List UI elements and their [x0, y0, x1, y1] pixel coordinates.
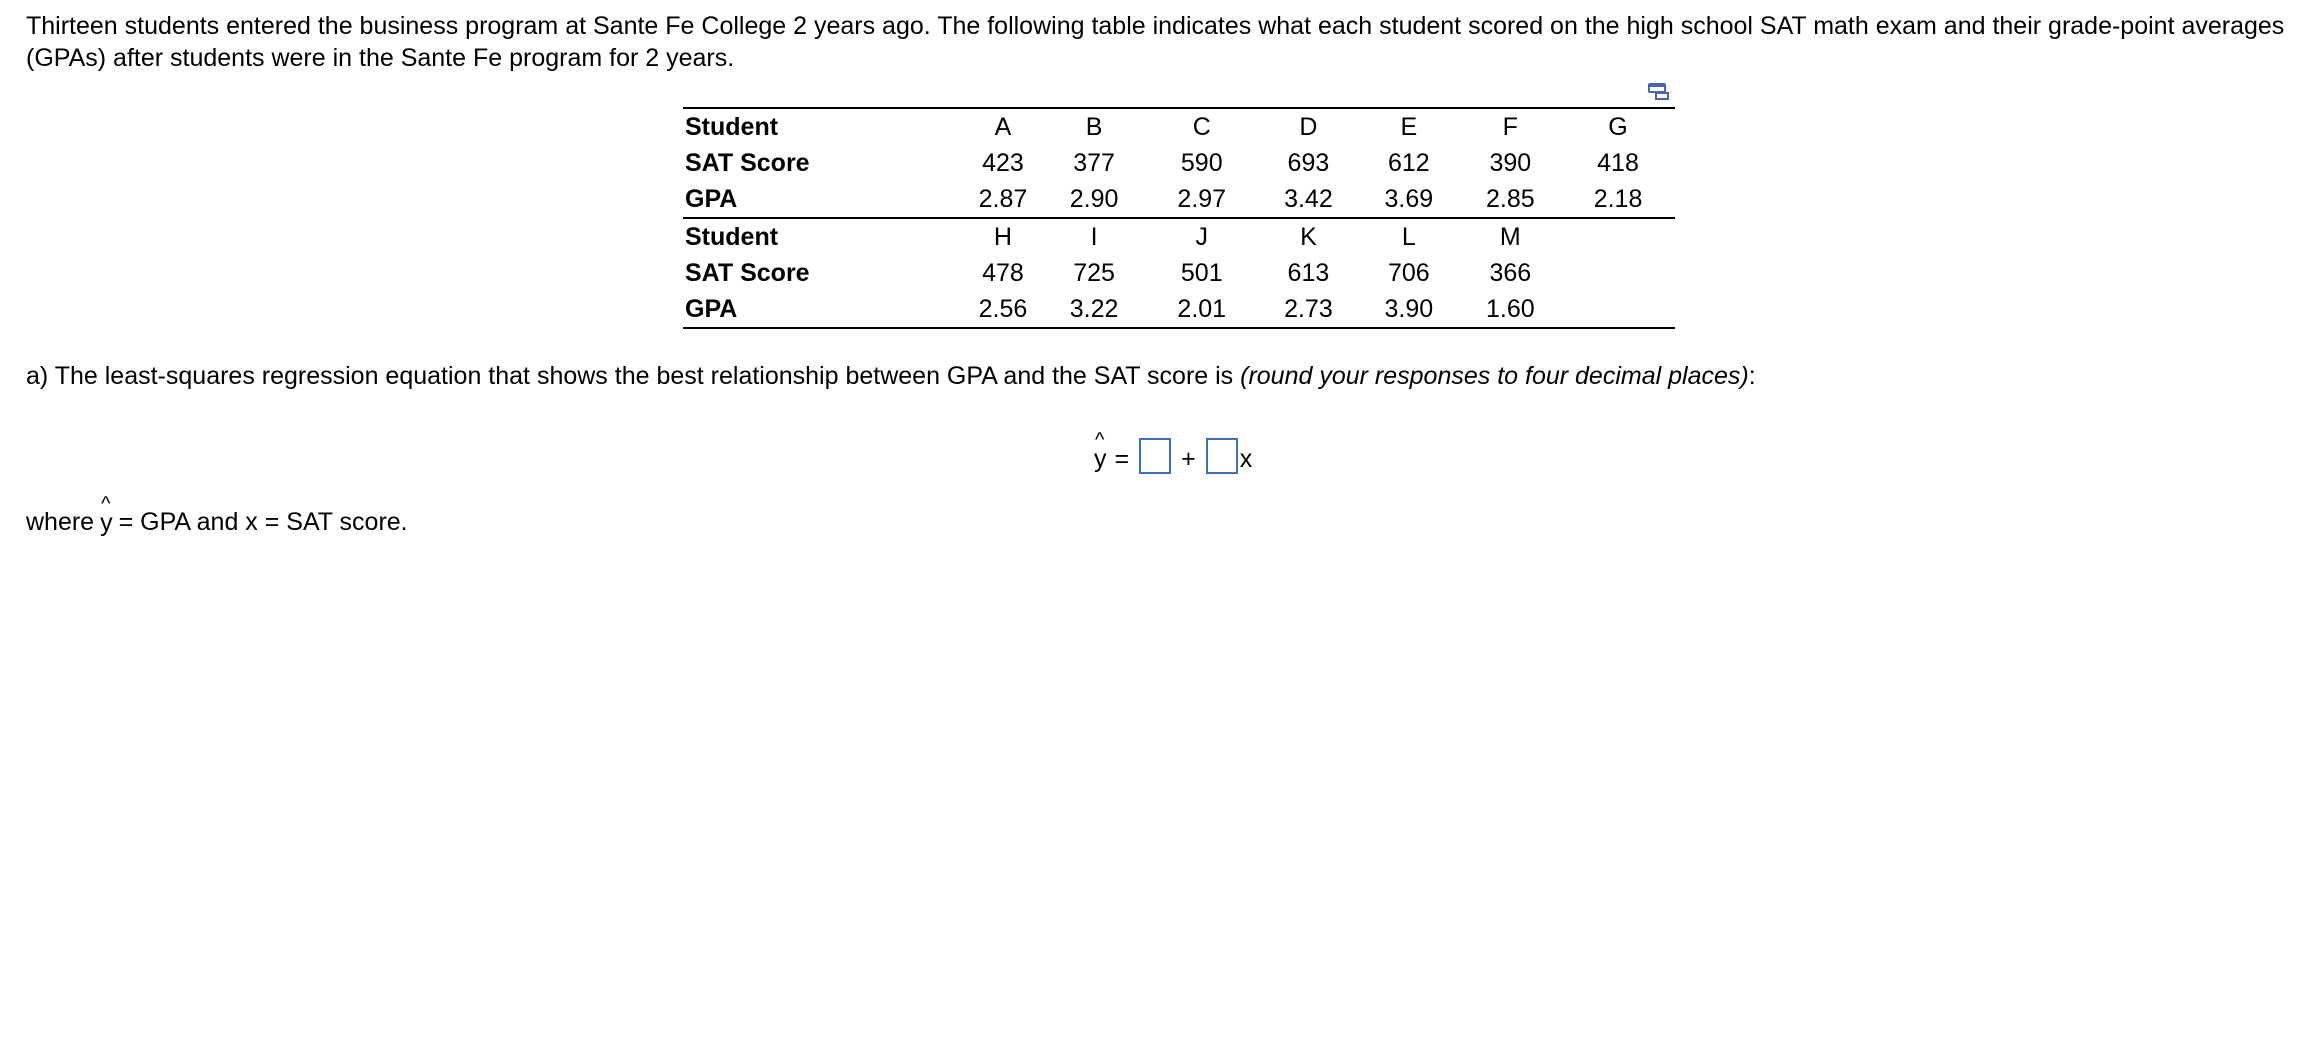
gpa-row-1	[683, 181, 1675, 218]
table-cell: 2.87	[963, 181, 1044, 218]
x-variable: x	[1239, 445, 1253, 473]
table-cell-empty	[1561, 255, 1675, 291]
plus-sign: +	[1181, 445, 1196, 473]
table-cell: G	[1561, 108, 1675, 145]
variable-definition	[26, 493, 408, 538]
y-variable: y	[1094, 445, 1107, 473]
table-cell: 2.73	[1259, 291, 1358, 328]
where-suffix: = GPA and x = SAT score.	[118, 508, 408, 536]
row-label-student: Student	[683, 108, 963, 145]
table-cell: 3.22	[1043, 291, 1144, 328]
hat-accent: ^	[101, 493, 111, 515]
copy-table-icon[interactable]	[1648, 80, 1672, 100]
hat-accent: ^	[1095, 429, 1105, 451]
table-cell: E	[1358, 108, 1459, 145]
table-cell: A	[963, 108, 1044, 145]
table-cell: M	[1499, 222, 1521, 251]
where-prefix: where	[26, 508, 95, 536]
copy-table-icon-graphic	[1648, 82, 1672, 102]
table-cell: 3.69	[1358, 181, 1459, 218]
table-cell: 366	[1489, 258, 1532, 287]
table-cell: F	[1460, 108, 1561, 145]
table-cell: 3.42	[1259, 181, 1358, 218]
question-colon: :	[1748, 362, 1756, 390]
row-label-gpa: GPA	[683, 181, 963, 218]
table-cell: L	[1401, 222, 1416, 251]
table-cell: 2.90	[1043, 181, 1144, 218]
sat-row-1	[683, 145, 1675, 181]
question-a	[26, 360, 1756, 392]
table-cell: 423	[982, 148, 1024, 177]
y-hat-symbol	[1094, 429, 1107, 474]
row-label-student: Student	[685, 222, 779, 251]
table-cell-empty	[1561, 218, 1675, 255]
table-cell: 590	[1180, 148, 1223, 177]
table-cell: 390	[1489, 148, 1532, 177]
table-cell: J	[1195, 222, 1208, 251]
table-cell: 2.85	[1460, 181, 1561, 218]
table-cell: C	[1145, 108, 1259, 145]
student-row-1	[683, 108, 1675, 145]
table-cell: I	[1090, 222, 1098, 251]
table-cell: 725	[1073, 258, 1115, 287]
sat-row-2	[683, 255, 1675, 291]
table-cell: 1.60	[1460, 291, 1561, 328]
regression-equation	[1094, 428, 1252, 474]
table-cell: 706	[1387, 258, 1430, 287]
equals-sign: =	[1114, 445, 1130, 473]
table-cell: 3.90	[1358, 291, 1459, 328]
question-text: a) The least-squares regression equation that shows the best relationship between GPA and the SAT score is	[26, 362, 1241, 390]
table-cell: 377	[1073, 148, 1115, 177]
y-variable: y	[100, 509, 113, 537]
table-cell: 2.56	[963, 291, 1044, 328]
table-cell: 613	[1287, 258, 1330, 287]
row-label-sat: SAT Score	[685, 148, 810, 177]
table-cell: 2.18	[1561, 181, 1675, 218]
rounding-instruction: (round your responses to four decimal places)	[1240, 362, 1749, 390]
table-cell: K	[1300, 222, 1317, 251]
table-cell: 2.01	[1145, 291, 1259, 328]
table-cell: B	[1043, 108, 1144, 145]
gpa-row-2	[683, 291, 1675, 328]
table-cell: D	[1259, 108, 1358, 145]
y-hat-symbol	[100, 493, 113, 538]
table-cell: 2.97	[1145, 181, 1259, 218]
table-cell: 693	[1287, 148, 1330, 177]
table-cell: 478	[982, 258, 1024, 287]
row-label-gpa: GPA	[683, 291, 963, 328]
table-cell: H	[993, 222, 1012, 251]
student-row-2	[683, 218, 1675, 255]
student-data-table	[683, 107, 1675, 329]
row-label-sat: SAT Score	[685, 258, 810, 287]
intercept-input[interactable]	[1139, 438, 1171, 474]
table-cell-empty	[1561, 291, 1675, 328]
slope-input[interactable]	[1206, 438, 1238, 474]
problem-statement: Thirteen students entered the business program at Sante Fe College 2 years ago. The following table indicates what each student scored on the high school SAT math exam and their grade-point averages (GPAs) after students were in the Sante Fe program for 2 years.	[26, 12, 2285, 72]
table-cell: 418	[1597, 148, 1639, 177]
table-cell: 612	[1387, 148, 1430, 177]
table-cell: 501	[1180, 258, 1223, 287]
